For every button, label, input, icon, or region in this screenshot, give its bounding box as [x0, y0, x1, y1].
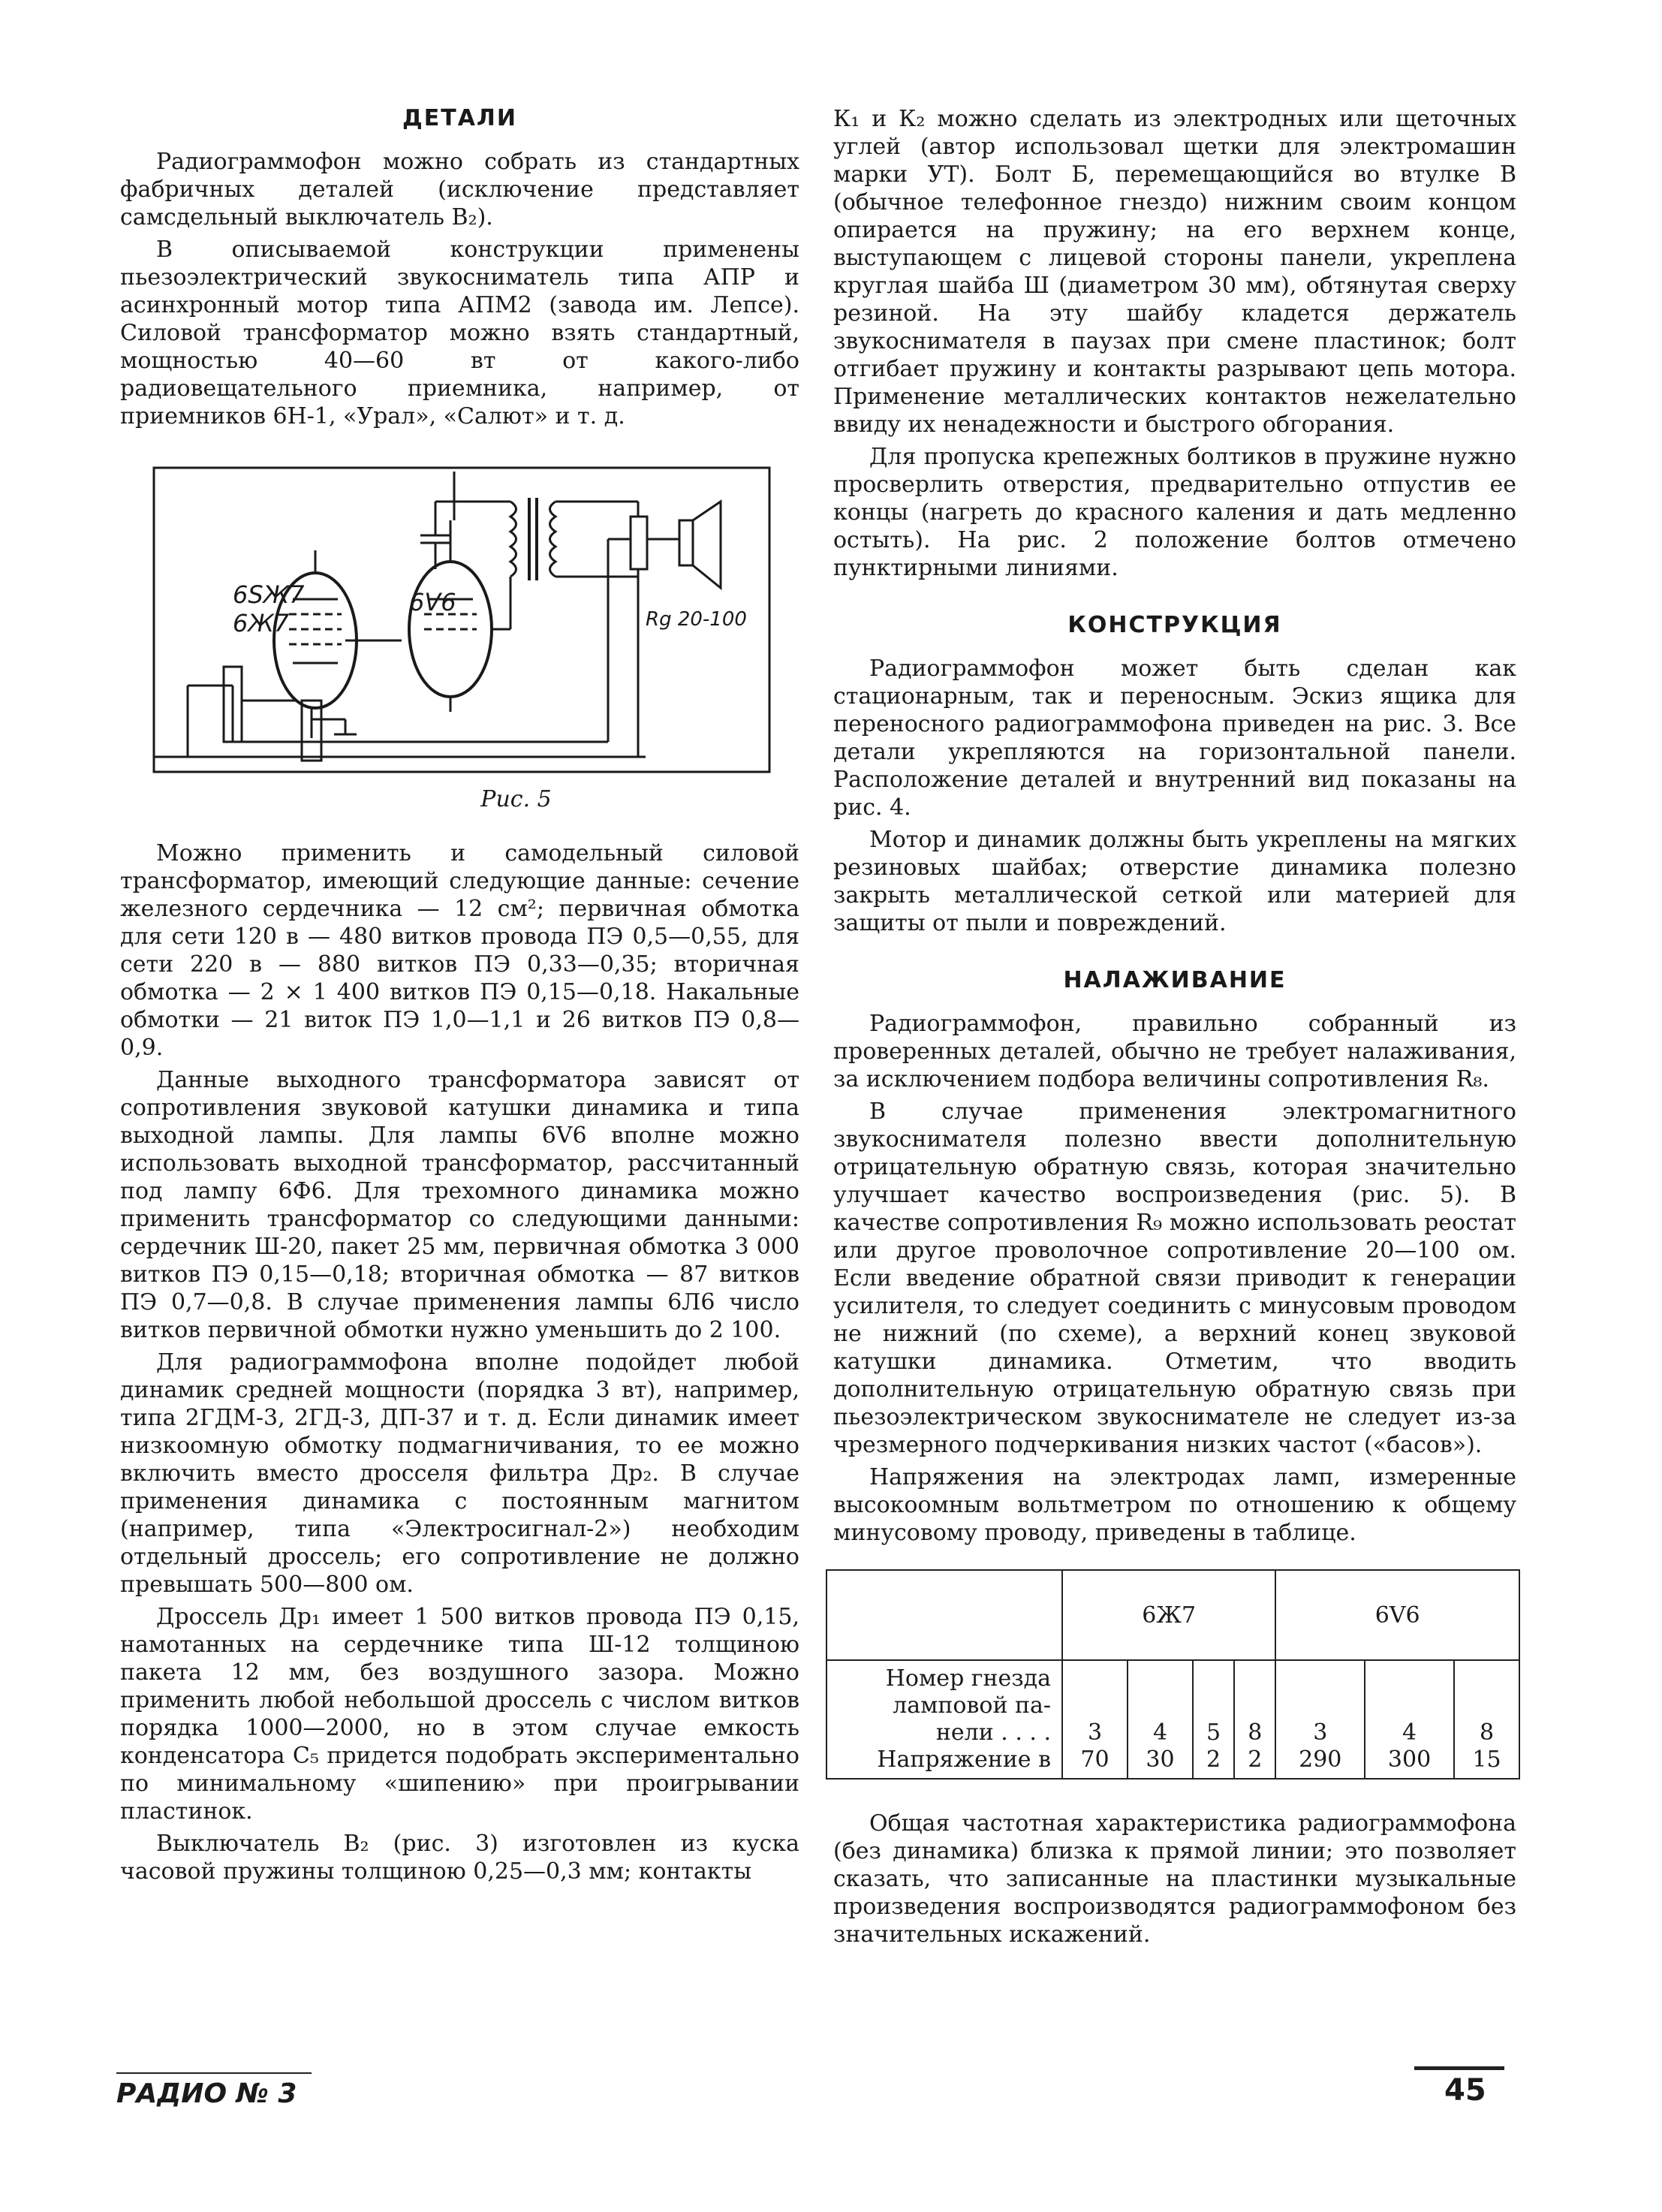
paragraph: В случае применения электромагнитного звукоснимателя полезно ввести дополнительную отрицательную обратную связь, которая значительно улучшает качество воспроизведения (рис. 5). В качестве сопротивления R₉ можно использовать реостат или другое проволочное сопротивление 20—100 ом. Если введение обратной связи приводит к генерации усилителя, то следует соединить с минусовым проводом не нижний (по схеме), а верхний конец звуковой катушки динамика. Отметим, что вводить дополнительную отрицательную обратную связь при пьезоэлектрическом звукоснимателе не следует из-за чрезмерного подчеркивания низких частот («басов»).	[833, 1098, 1516, 1458]
table-cell: 4 300	[1365, 1660, 1454, 1779]
speaker	[679, 520, 693, 565]
heading-details: ДЕТАЛИ	[402, 105, 517, 131]
footer-page	[1444, 2066, 1504, 2108]
heading-construction: КОНСТРУКЦИЯ	[1067, 612, 1282, 638]
footer-rule	[1414, 2066, 1504, 2070]
paragraph: Радиограммофон можно собрать из стандартных фабричных деталей (исключение представляет самсдельный выключатель В₂).	[120, 149, 799, 231]
paragraph: Для пропуска крепежных болтиков в пружине нужно просверлить отверстия, предварительно отпустив ее концы (нагреть до красного каления и дать медленно остыть). На рис. 2 положение болтов отмечено пунктирными линиями.	[833, 444, 1516, 581]
row-label-line: Напряжение в	[877, 1746, 1051, 1773]
table-header-6v6: 6V6	[1275, 1570, 1519, 1660]
speaker-cone	[693, 502, 721, 588]
table-cell: 8 2	[1234, 1660, 1275, 1779]
paragraph: Дроссель Др₁ имеет 1 500 витков провода ПЭ 0,15, намотанных на сердечнике типа Ш-12 толщиною пакета 12 мм, без воздушного зазора. Можно применить любой небольшой дроссель с числом витков порядка 1000—2000, но в этом случае емкость конденсатора C₅ придется подобрать экспериментально по минимальному «шипению» при проигрывании пластинок.	[120, 1604, 799, 1825]
row-label-line: нели . . . .	[935, 1719, 1051, 1746]
table-cell: 8 15	[1454, 1660, 1519, 1779]
table-row	[826, 1660, 1519, 1779]
table-corner	[826, 1570, 1062, 1660]
resistor-label: Rg 20-100	[646, 608, 747, 631]
row-label-line: Номер гнезда	[885, 1665, 1051, 1692]
table-cell: 4 30	[1128, 1660, 1193, 1779]
paragraph: Напряжения на электродах ламп, измеренные высокоомным вольтметром по отношению к общему минусовому проводу, приведены в таблице.	[833, 1464, 1516, 1546]
transformer-primary	[510, 502, 516, 577]
table-row-label	[826, 1660, 1062, 1779]
paragraph: Для радиограммофона вполне подойдет любой динамик средней мощности (порядка 3 вт), например, типа 2ГДМ-3, 2ГД-3, ДП-37 и т. д. Если динамик имеет низкоомную обмотку подмагничивания, то ее можно включить вместо дросселя фильтра Др₂. В случае применения динамика с постоянным магнитом (например, типа «Электросигнал-2») необходим отдельный дроссель; его сопротивление не должно превышать 500—800 ом.	[120, 1349, 799, 1598]
paragraph: Выключатель В₂ (рис. 3) изготовлен из куска часовой пружины толщиною 0,25—0,3 мм; контакты	[120, 1831, 799, 1885]
paragraph: К₁ и К₂ можно сделать из электродных или щеточных углей (автор использовал щетки для электромашин марки УТ). Болт Б, перемещающийся во втулке В (обычное телефонное гнездо) нижним своим концом опирается на пружину; на его верхнем конце, выступающем с лицевой стороны панели, укреплена круглая шайба Ш (диаметром 30 мм), обтянутая сверху резиной. На эту шайбу кладется держатель звукоснимателя в паузах при смене пластинок; болт отгибает пружину и контакты разрывают цепь мотора. Применение металлических контактов нежелательно ввиду их ненадежности и быстрого обгорания.	[833, 106, 1516, 438]
footer-magazine	[116, 2072, 312, 2109]
row-label-line: ламповой па-	[893, 1692, 1051, 1719]
feedback-resistor-rg	[631, 517, 647, 569]
tube1-label-a: 6SЖ7	[233, 580, 305, 609]
tube2-label: 6V6	[409, 588, 456, 616]
paragraph: Радиограммофон может быть сделан как стационарным, так и переносным. Эскиз ящика для переносного радиограммофона приведен на рис. 3. Все детали укрепляются на горизонтальной панели. Расположение деталей и внутренний вид показаны на рис. 4.	[833, 655, 1516, 821]
table-header-row	[826, 1570, 1519, 1660]
paragraph: Данные выходного трансформатора зависят от сопротивления звуковой катушки динамика и типа выходной лампы. Для лампы 6V6 вполне можно использовать выходной трансформатор, рассчитанный под лампу 6Ф6. Для трехомного динамика можно применить трансформатор со следующими данными: сердечник Ш-20, пакет 25 мм, первичная обмотка 3 000 витков ПЭ 0,15—0,18; вторичная обмотка — 87 витков ПЭ 0,7—0,8. В случае применения лампы 6Л6 число витков первичной обмотки нужно уменьшить до 2 100.	[120, 1067, 799, 1343]
heading-tuning: НАЛАЖИВАНИЕ	[1063, 967, 1287, 993]
paragraph: Радиограммофон, правильно собранный из проверенных деталей, обычно не требует налаживания, за исключением подбора величины сопротивления R₈.	[833, 1011, 1516, 1092]
schematic-diagram	[120, 460, 799, 776]
tube1-label-b: 6Ж7	[233, 609, 290, 637]
spacer	[833, 1780, 1516, 1810]
table-header-6zh7: 6Ж7	[1062, 1570, 1275, 1660]
table-cell: 5 2	[1193, 1660, 1234, 1779]
right-column	[833, 105, 1516, 1948]
figure-caption: Рис. 5	[480, 786, 552, 812]
paragraph: Мотор и динамик должны быть укреплены на мягких резиновых шайбах; отверстие динамика полезно закрыть металлической сеткой или материей для защиты от пыли и повреждений.	[833, 827, 1516, 936]
left-column	[120, 105, 799, 1885]
paragraph: Общая частотная характеристика радиограммофона (без динамика) близка к прямой линии; это позволяет сказать, что записанные на пластинки музыкальные произведения воспроизводятся радиограммофоном без значительных искажений.	[833, 1810, 1516, 1948]
table-cell: 3 70	[1062, 1660, 1128, 1779]
footer-magazine-title: РАДИО № 3	[116, 2078, 297, 2109]
footer-rule	[116, 2072, 312, 2074]
paragraph: Можно применить и самодельный силовой трансформатор, имеющий следующие данные: сечение железного сердечника — 12 см²; первичная обмотка для сети 120 в — 480 витков провода ПЭ 0,5—0,55, для сети 220 в — 880 витков ПЭ 0,33—0,35; вторичная обмотка — 2 × 1 400 витков ПЭ 0,15—0,18. Накальные обмотки — 21 виток ПЭ 1,0—1,1 и 26 витков ПЭ 0,8—0,9.	[120, 840, 799, 1061]
schematic-figure	[120, 460, 799, 776]
paragraph: В описываемой конструкции применены пьезоэлектрический звукосниматель типа АПР и асинхронный мотор типа АПМ2 (завода им. Лепсе). Силовой трансформатор можно взять стандартный, мощностью 40—60 вт от какого-либо радиовещательного приемника, например, от приемников 6Н-1, «Урал», «Салют» и т. д.	[120, 237, 799, 429]
table-cell: 3 290	[1275, 1660, 1365, 1779]
voltage-table	[826, 1569, 1520, 1780]
transformer-secondary	[550, 502, 556, 577]
page-number: 45	[1444, 2073, 1486, 2108]
